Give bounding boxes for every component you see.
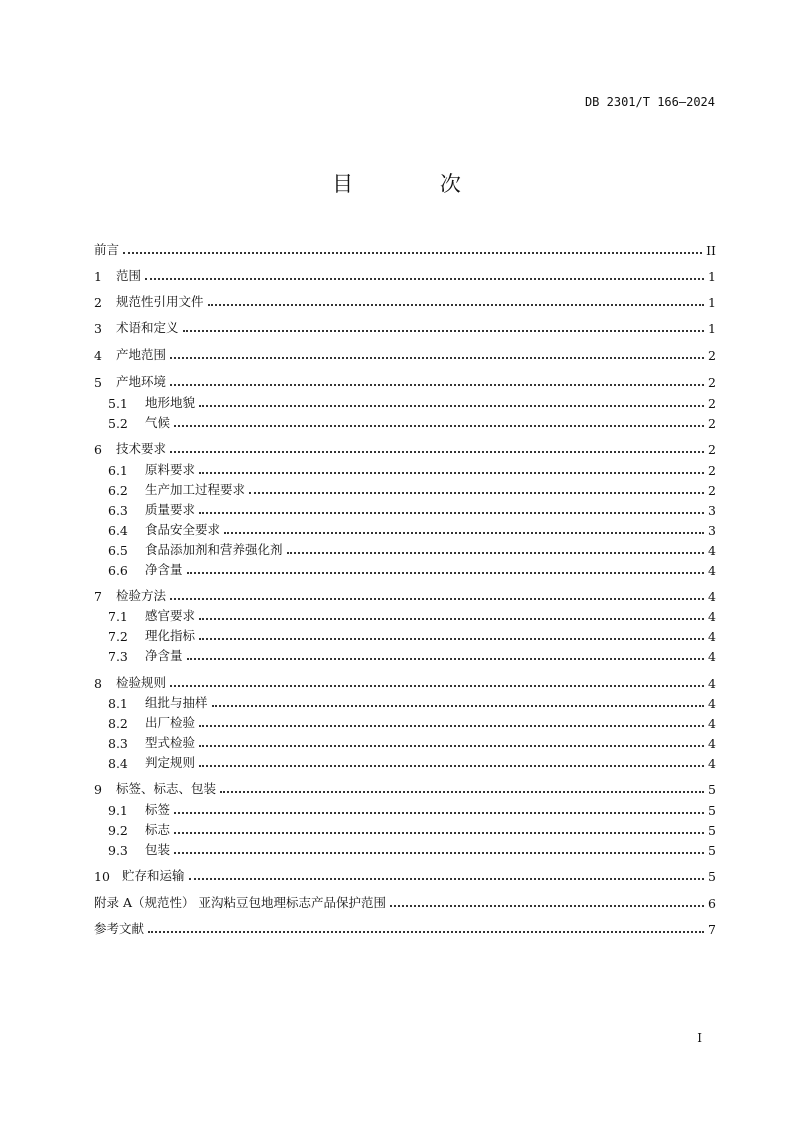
toc-dot-leader xyxy=(199,725,704,727)
toc-entry[interactable] xyxy=(94,316,716,336)
toc-entry-number: 6.3 xyxy=(108,503,128,518)
toc-entry-label: 组批与抽样 xyxy=(145,695,208,710)
toc-entry-page: 6 xyxy=(708,896,716,911)
toc-entry[interactable] xyxy=(108,624,716,644)
toc-entry-number: 8 xyxy=(94,676,102,691)
toc-entry-label: 附录 A（规范性） 亚沟粘豆包地理标志产品保护范围 xyxy=(94,895,386,910)
toc-entry-number: 8.3 xyxy=(108,736,128,751)
toc-dot-leader xyxy=(212,705,704,707)
toc-entry-page: 5 xyxy=(708,782,716,797)
toc-entry-page: 2 xyxy=(708,375,716,390)
toc-entry-page: 5 xyxy=(708,823,716,838)
toc-entry[interactable] xyxy=(94,584,716,604)
toc-entry-page: 5 xyxy=(708,843,716,858)
toc-entry-number: 9.1 xyxy=(108,803,128,818)
toc-dot-leader xyxy=(174,425,704,427)
toc-entry[interactable] xyxy=(94,777,716,797)
toc-dot-leader xyxy=(249,492,704,494)
toc-entry-number: 6 xyxy=(94,442,102,457)
toc-entry-number: 5 xyxy=(94,375,102,390)
toc-entry-page: 3 xyxy=(708,523,716,538)
toc-entry-label: 地形地貌 xyxy=(145,395,196,410)
toc-dot-leader xyxy=(174,852,704,854)
toc-dot-leader xyxy=(189,878,704,880)
toc-entry-number: 9 xyxy=(94,782,102,797)
toc-dot-leader xyxy=(287,552,704,554)
toc-entry[interactable] xyxy=(108,711,716,731)
toc-entry-number: 9.3 xyxy=(108,843,128,858)
toc-entry-label: 质量要求 xyxy=(145,502,196,517)
toc-dot-leader xyxy=(170,384,704,386)
toc-entry-number: 7.1 xyxy=(108,609,128,624)
toc-dot-leader xyxy=(224,532,704,534)
toc-dot-leader xyxy=(199,405,704,407)
toc-entry[interactable] xyxy=(108,691,716,711)
toc-entry-page: 4 xyxy=(708,609,716,624)
toc-entry-label: 规范性引用文件 xyxy=(116,294,204,309)
toc-entry-label: 标签 xyxy=(145,802,171,817)
page-number: I xyxy=(697,1031,702,1045)
toc-dot-leader xyxy=(170,357,704,359)
toc-entry-page: 7 xyxy=(708,922,716,937)
toc-dot-leader xyxy=(170,685,704,687)
toc-entry-page: 3 xyxy=(708,503,716,518)
toc-entry-number: 6.6 xyxy=(108,563,128,578)
toc-entry-label: 标志 xyxy=(145,822,171,837)
toc-entry-number: 8.2 xyxy=(108,716,128,731)
toc-entry[interactable] xyxy=(108,478,716,498)
toc-entry-page: 2 xyxy=(708,463,716,478)
toc-entry-label: 感官要求 xyxy=(145,608,196,623)
toc-dot-leader xyxy=(170,598,704,600)
toc-entry[interactable] xyxy=(108,391,716,411)
toc-entry-label: 型式检验 xyxy=(145,735,196,750)
page-title: 目 次 xyxy=(332,172,501,196)
toc-entry[interactable] xyxy=(108,644,716,664)
toc-entry-label: 检验方法 xyxy=(116,588,167,603)
toc-entry-page: 4 xyxy=(708,589,716,604)
toc-entry[interactable] xyxy=(94,290,716,310)
toc-entry-page: 2 xyxy=(708,442,716,457)
toc-dot-leader xyxy=(199,745,704,747)
toc-entry-number: 3 xyxy=(94,321,102,336)
toc-dot-leader xyxy=(199,765,704,767)
toc-entry-page: 1 xyxy=(708,269,716,284)
toc-entry[interactable] xyxy=(108,498,716,518)
toc-dot-leader xyxy=(187,572,704,574)
toc-entry-label: 判定规则 xyxy=(145,755,196,770)
toc-entry-page: 5 xyxy=(708,869,716,884)
toc-entry-number: 5.1 xyxy=(108,396,128,411)
toc-entry-page: 4 xyxy=(708,543,716,558)
toc-dot-leader xyxy=(145,278,704,280)
toc-entry[interactable] xyxy=(94,370,716,390)
toc-entry[interactable] xyxy=(108,538,716,558)
toc-entry-label: 食品添加剂和营养强化剂 xyxy=(145,542,283,557)
toc-entry-label: 食品安全要求 xyxy=(145,522,221,537)
toc-entry-label: 生产加工过程要求 xyxy=(145,482,246,497)
toc-entry-page: 4 xyxy=(708,629,716,644)
toc-entry-page: 2 xyxy=(708,483,716,498)
toc-entry-page: 2 xyxy=(708,348,716,363)
toc-entry-label: 贮存和运输 xyxy=(122,868,185,883)
toc-entry[interactable] xyxy=(108,558,716,578)
toc-entry-number: 2 xyxy=(94,295,102,310)
toc-entry-number: 10 xyxy=(94,869,110,884)
toc-entry[interactable] xyxy=(108,798,716,818)
toc-entry-label: 理化指标 xyxy=(145,628,196,643)
toc-entry-page: 4 xyxy=(708,716,716,731)
toc-entry-page: 4 xyxy=(708,676,716,691)
toc-entry-number: 9.2 xyxy=(108,823,128,838)
toc-entry[interactable] xyxy=(108,518,716,538)
toc-entry-page: 4 xyxy=(708,563,716,578)
toc-entry-number: 6.1 xyxy=(108,463,128,478)
toc-entry[interactable] xyxy=(94,671,716,691)
toc-entry-label: 净含量 xyxy=(145,562,183,577)
toc-entry-label: 净含量 xyxy=(145,648,183,663)
toc-dot-leader xyxy=(199,512,704,514)
toc-entry-number: 6.5 xyxy=(108,543,128,558)
toc-entry-label: 术语和定义 xyxy=(116,320,179,335)
toc-entry-number: 1 xyxy=(94,269,102,284)
toc-entry[interactable] xyxy=(94,864,716,884)
toc-dot-leader xyxy=(208,304,704,306)
toc-entry-number: 6.2 xyxy=(108,483,128,498)
toc-entry-page: 2 xyxy=(708,396,716,411)
toc-entry-number: 8.4 xyxy=(108,756,128,771)
toc-entry-page: 1 xyxy=(708,295,716,310)
toc-entry[interactable] xyxy=(108,751,716,771)
toc-entry-label: 前言 xyxy=(94,242,120,257)
toc-entry-number: 4 xyxy=(94,348,102,363)
toc-dot-leader xyxy=(170,451,704,453)
toc-entry[interactable] xyxy=(108,604,716,624)
toc-entry-label: 检验规则 xyxy=(116,675,167,690)
toc-entry-page: 4 xyxy=(708,696,716,711)
toc-entry-page: 5 xyxy=(708,803,716,818)
toc-entry-label: 产地环境 xyxy=(116,374,167,389)
toc-entry[interactable] xyxy=(94,917,716,937)
toc-dot-leader xyxy=(220,791,704,793)
toc-entry[interactable] xyxy=(94,437,716,457)
toc-entry[interactable] xyxy=(108,818,716,838)
toc-entry-page: 4 xyxy=(708,756,716,771)
toc-dot-leader xyxy=(199,472,704,474)
toc-dot-leader xyxy=(148,931,704,933)
toc-entry[interactable] xyxy=(108,838,716,858)
toc-entry-number: 7 xyxy=(94,589,102,604)
toc-entry[interactable] xyxy=(108,411,716,431)
toc-entry-number: 7.2 xyxy=(108,629,128,644)
toc-entry-page: 4 xyxy=(708,736,716,751)
toc-entry-label: 标签、标志、包装 xyxy=(116,781,217,796)
toc-dot-leader xyxy=(174,832,704,834)
toc-entry-page: 1 xyxy=(708,321,716,336)
toc-dot-leader xyxy=(199,638,704,640)
toc-dot-leader xyxy=(123,252,702,254)
toc-dot-leader xyxy=(187,658,704,660)
toc-entry[interactable] xyxy=(94,264,716,284)
toc-entry-label: 原料要求 xyxy=(145,462,196,477)
toc-entry-page: II xyxy=(706,243,716,258)
toc-entry[interactable] xyxy=(94,238,716,258)
toc-entry-number: 6.4 xyxy=(108,523,128,538)
toc-entry-label: 气候 xyxy=(145,415,171,430)
toc-entry-page: 2 xyxy=(708,416,716,431)
toc-dot-leader xyxy=(199,618,704,620)
toc-entry[interactable] xyxy=(94,891,716,911)
toc-dot-leader xyxy=(183,330,704,332)
toc-entry-number: 7.3 xyxy=(108,649,128,664)
toc-entry[interactable] xyxy=(94,343,716,363)
toc-dot-leader xyxy=(174,812,704,814)
toc-entry-label: 参考文献 xyxy=(94,921,145,936)
toc-entry-label: 范围 xyxy=(116,268,142,283)
toc-entry-label: 包装 xyxy=(145,842,171,857)
toc-entry-page: 4 xyxy=(708,649,716,664)
document-code: DB 2301/T 166—2024 xyxy=(584,95,715,109)
toc-entry-number: 8.1 xyxy=(108,696,128,711)
toc-entry-label: 产地范围 xyxy=(116,347,167,362)
toc-entry-number: 5.2 xyxy=(108,416,128,431)
toc-entry-label: 出厂检验 xyxy=(145,715,196,730)
toc-entry-label: 技术要求 xyxy=(116,441,167,456)
toc-dot-leader xyxy=(390,905,704,907)
toc-entry[interactable] xyxy=(108,731,716,751)
toc-entry[interactable] xyxy=(108,458,716,478)
